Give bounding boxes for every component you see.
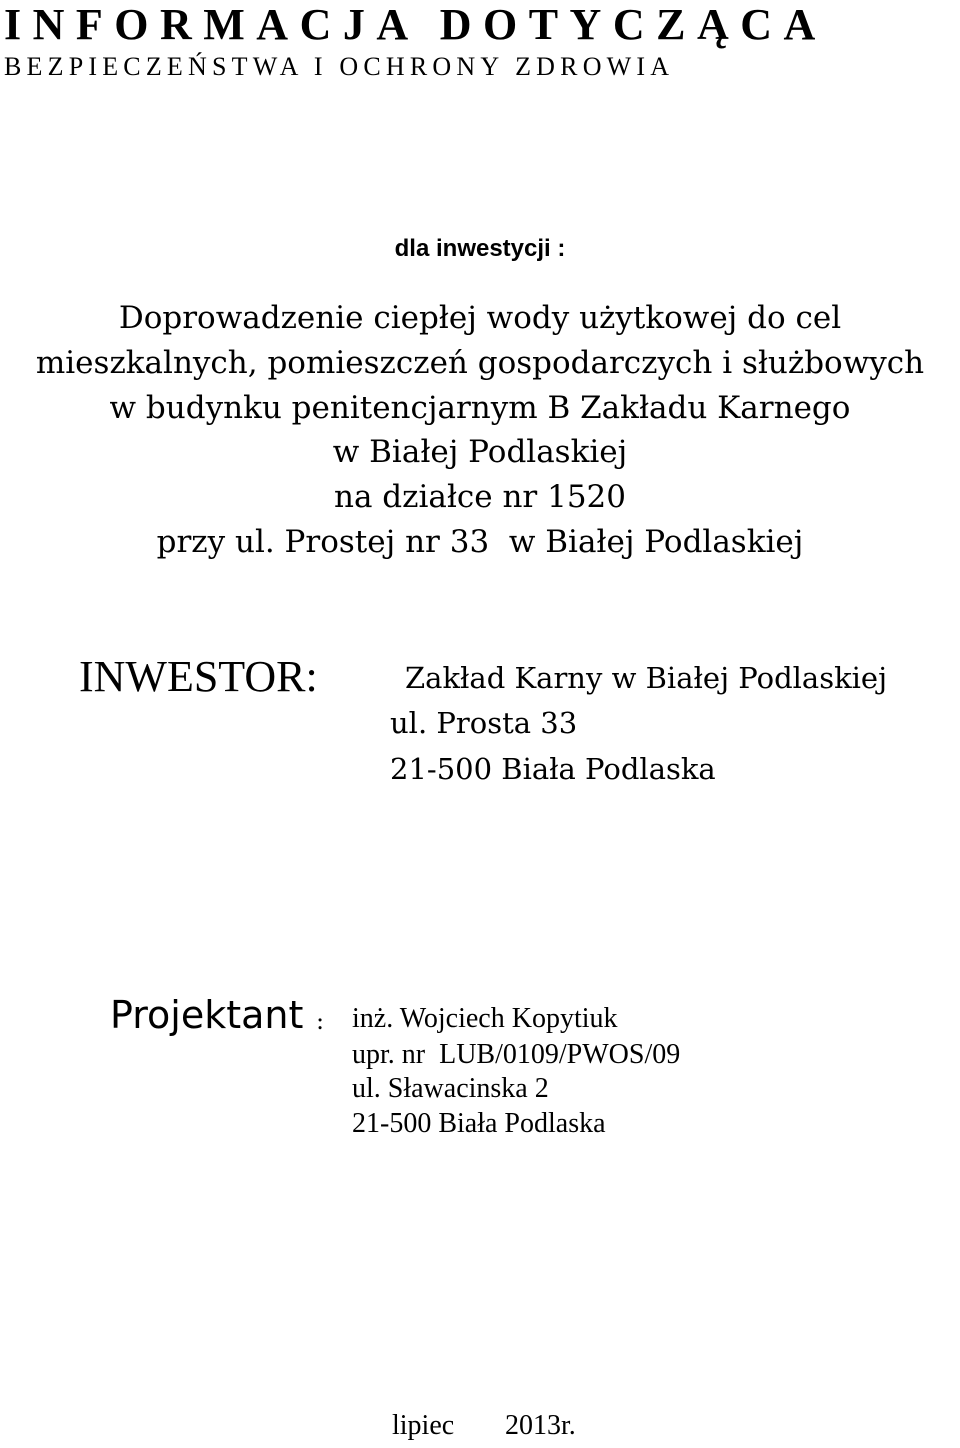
- date-month: lipiec: [392, 1410, 455, 1441]
- designer-license: upr. nr LUB/0109/PWOS/09: [352, 1039, 681, 1070]
- investment-line: w budynku penitencjarnym B Zakładu Karnego: [109, 389, 851, 426]
- investment-line: mieszkalnych, pomieszczeń gospodarczych i służbowych: [35, 344, 925, 381]
- document-title: INFORMACJA DOTYCZĄCA: [4, 0, 827, 49]
- investor-name: Zakład Karny w Białej Podlaskiej: [405, 661, 888, 695]
- investor-label: INWESTOR:: [79, 652, 318, 701]
- document-subtitle: BEZPIECZEŃSTWA I OCHRONY ZDROWIA: [4, 52, 675, 81]
- investor-street: ul. Prosta 33: [390, 706, 578, 740]
- designer-street: ul. Sławacinska 2: [352, 1073, 549, 1104]
- investment-line: na działce nr 1520: [333, 479, 627, 516]
- investment-line: przy ul. Prostej nr 33 w Białej Podlaskiej: [156, 523, 804, 560]
- investment-line: Doprowadzenie ciepłej wody użytkowej do cel: [118, 300, 842, 336]
- investment-line: w Białej Podlaskiej: [332, 434, 628, 471]
- designer-city: 21-500 Biała Podlaska: [352, 1108, 606, 1139]
- designer-name: inż. Wojciech Kopytiuk: [352, 1003, 618, 1034]
- investment-intro: dla inwestycji :: [394, 235, 566, 262]
- date-year: 2013r.: [505, 1410, 576, 1441]
- investment-description: [0, 296, 960, 565]
- investor-city: 21-500 Biała Podlaska: [390, 752, 716, 786]
- designer-colon: :: [316, 1007, 325, 1035]
- designer-label: Projektant: [110, 993, 304, 1037]
